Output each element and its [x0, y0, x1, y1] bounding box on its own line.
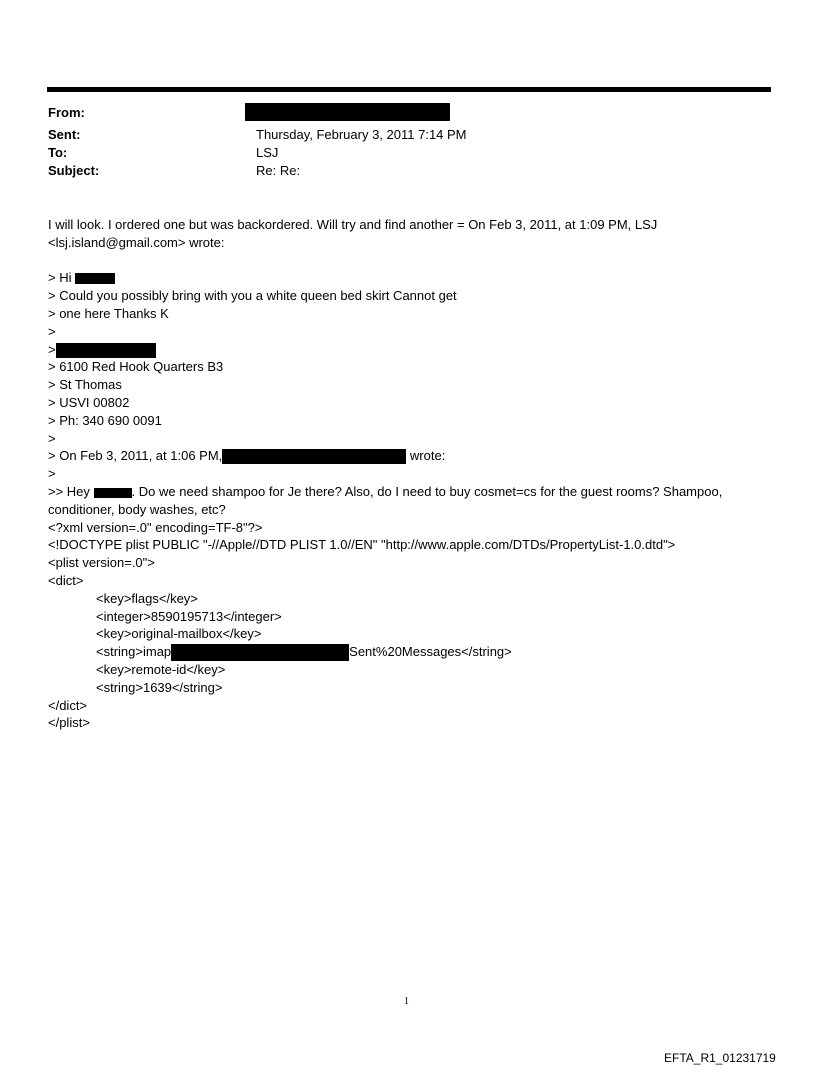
quote-line	[48, 269, 722, 287]
quote-line: > 6100 Red Hook Quarters B3	[48, 359, 224, 375]
xml-line: <key>flags</key>	[96, 590, 198, 606]
subject-value: Re: Re:	[256, 163, 301, 178]
xml-text: Sent%20Messages</string>	[349, 644, 512, 660]
header-rule	[47, 87, 771, 92]
redaction-block	[94, 488, 132, 498]
redaction-block	[245, 103, 450, 121]
redaction-block	[75, 273, 115, 284]
redaction-block	[56, 343, 156, 358]
quote-text: > On Feb 3, 2011, at 1:06 PM,	[48, 448, 223, 464]
quote-text: >	[48, 341, 56, 357]
to-label: To:	[48, 145, 68, 160]
page-number: 1	[404, 996, 409, 1007]
xml-line: <plist version=.0">	[48, 555, 155, 571]
quote-text: >> Hey	[48, 483, 90, 499]
from-redaction	[245, 102, 450, 121]
quote-line: > St Thomas	[48, 377, 122, 393]
xml-line: <?xml version=.0" encoding=TF-8"?>	[48, 519, 263, 535]
quote-line: > Could you possibly bring with you a white queen bed skirt Cannot get	[48, 288, 457, 304]
quote-text: wrote:	[409, 448, 446, 464]
quote-line	[48, 483, 722, 501]
xml-line	[48, 643, 722, 661]
body-line: I will look. I ordered one but was backordered. Will try and find another = On Feb 3, 2011, at 1:09 PM, LSJ	[48, 217, 658, 232]
subject-label: Subject:	[48, 163, 100, 178]
quote-line: >	[48, 430, 56, 446]
xml-line: </dict>	[48, 697, 88, 713]
xml-line: <string>1639</string>	[96, 679, 223, 695]
sent-label: Sent:	[48, 127, 81, 142]
quote-line: > one here Thanks K	[48, 305, 169, 321]
body-line: <lsj.island@gmail.com> wrote:	[48, 234, 225, 250]
email-body	[48, 216, 722, 732]
bates-number: EFTA_R1_01231719	[664, 1051, 776, 1065]
from-label: From:	[48, 105, 85, 120]
quote-text: > Hi	[48, 270, 72, 286]
quote-line	[48, 447, 722, 465]
quote-line: >	[48, 466, 56, 482]
xml-line: <key>original-mailbox</key>	[96, 626, 262, 642]
quote-line: conditioner, body washes, etc?	[48, 501, 226, 517]
xml-line: </plist>	[48, 715, 90, 731]
quote-line: >	[48, 323, 56, 339]
xml-line: <integer>8590195713</integer>	[96, 608, 282, 624]
sent-value: Thursday, February 3, 2011 7:14 PM	[256, 127, 467, 142]
redaction-block	[222, 449, 406, 464]
quote-line: > Ph: 340 690 0091	[48, 412, 162, 428]
xml-line: <!DOCTYPE plist PUBLIC "-//Apple//DTD PLIST 1.0//EN" "http://www.apple.com/DTDs/PropertyList-1.0.dtd">	[48, 537, 676, 553]
quote-text: . Do we need shampoo for Je there? Also, do I need to buy cosmet=cs for the guest rooms? Shampoo,	[131, 483, 723, 499]
to-value: LSJ	[256, 145, 279, 160]
redaction-block	[171, 644, 349, 661]
quote-line	[48, 341, 722, 359]
xml-text: <string>imap	[96, 644, 172, 660]
blank-line	[48, 252, 722, 270]
xml-line: <dict>	[48, 572, 84, 588]
xml-line: <key>remote-id</key>	[96, 661, 226, 677]
quote-line: > USVI 00802	[48, 394, 130, 410]
